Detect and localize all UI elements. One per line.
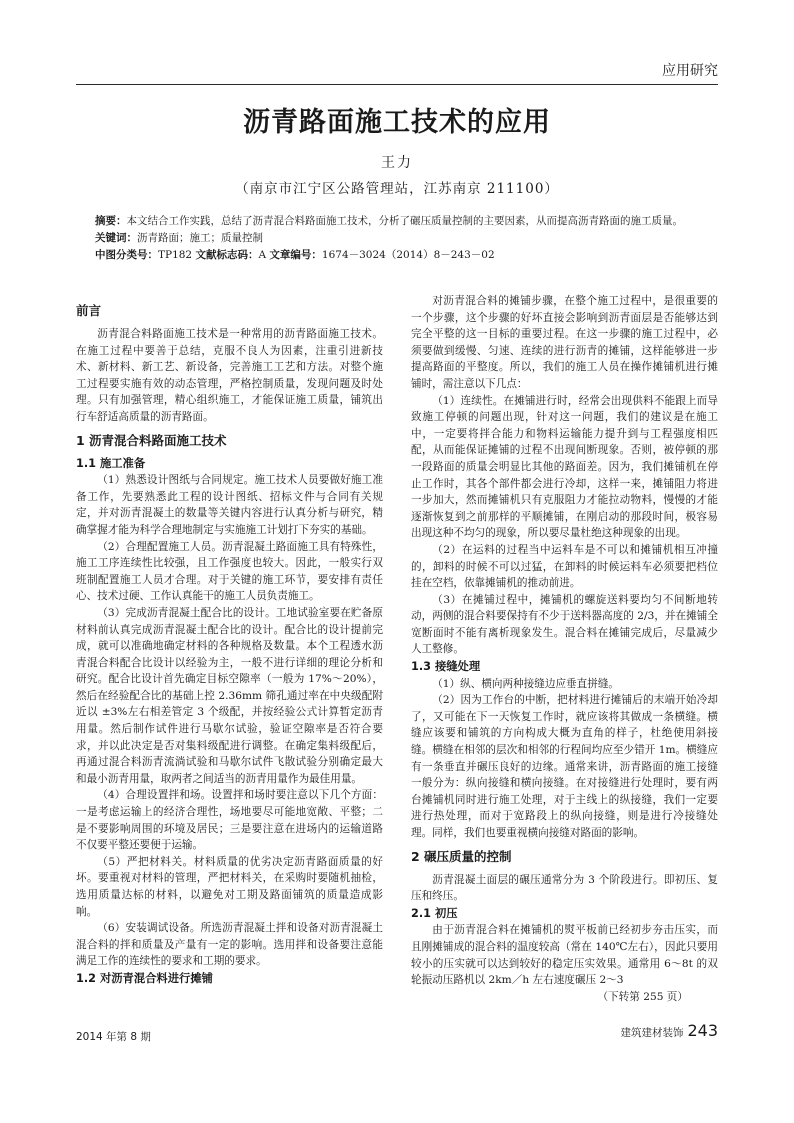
abstract-label: 摘要： [95, 215, 127, 227]
issue-label: 2014 年第 8 期 [76, 1031, 151, 1043]
paragraph: 沥青混凝土面层的碾压通常分为 3 个阶段进行。即初压、复压和终压。 [411, 873, 718, 903]
keywords-text: 沥青路面；施工；质量控制 [137, 232, 263, 244]
abstract-text: 本文结合工作实践，总结了沥青混合料路面施工技术，分析了碾压质量控制的主要因素，从而提高沥青路面的施工质量。 [126, 215, 683, 227]
article-meta [95, 213, 719, 264]
paragraph: 对沥青混合料的摊铺步骤，在整个施工过程中，是很重要的一个步骤，这个步骤的好坏直接会影响到沥青面层是否能够达到完全平整的这一目标的重要过程。在这一步骤的施工过程中，必须要做到缓慢、匀速、连续的进行沥青的摊铺，这样能够进一步提高路面的平整度。所以，我们的施工人员在操作摊铺机进行摊铺时，需注意以下几点： [411, 295, 718, 390]
classification [95, 247, 719, 264]
journal-name: 建筑建材装饰 [620, 1027, 684, 1039]
journal-footer [620, 1021, 718, 1040]
header-rule [76, 84, 718, 85]
keywords [95, 230, 719, 247]
abstract [95, 213, 719, 230]
section-1-heading: 1 沥青混合料路面施工技术 [76, 432, 227, 448]
foreword-paragraph: 沥青混合料路面施工技术是一种常用的沥青路面施工技术。在施工过程中要善于总结，克服不良人为因素，注重引进新技术、新材料、新工艺、新设备，完善施工工艺和方法。对整个施工过程要实施有效的动态管理，严格控制质量，发现问题及时处理。只有加强管理，精心组织施工，才能保证施工质量，铺筑出行车舒适高质量的沥青路面。 [76, 328, 383, 423]
right-column [411, 293, 718, 1005]
paragraph: （1）纵、横向两种接缝边应垂直拼缝。 [432, 677, 620, 690]
left-column [76, 296, 383, 988]
page-number: 243 [687, 1021, 718, 1040]
paragraph: （4）合理设置拌和场。设置拌和场时要注意以下几个方面：一是考虑运输上的经济合理性，场地要尽可能地宽敞、平整；二是不要影响周围的环境及居民；三是要注意在进场内的运输道路不仅要平整还要便于运输。 [76, 789, 383, 852]
keywords-label: 关键词： [95, 232, 137, 244]
author-name: 王力 [381, 155, 413, 171]
author-affiliation: （南京市江宁区公路管理站，江苏南京 211100） [235, 181, 559, 197]
article-title: 沥青路面施工技术的应用 [243, 107, 551, 138]
section-2-heading: 2 碾压质量的控制 [411, 848, 512, 864]
paragraph: （5）严把材料关。材料质量的优劣决定沥青路面质量的好坏。要重视对材料的管理，严把材料关，在采购时要随机抽检，选用质量达标的材料，以避免对工期及路面铺筑的质量造成影响。 [76, 855, 383, 918]
foreword-heading: 前言 [76, 303, 102, 318]
doc-label: 文献标志码： [195, 249, 259, 261]
paragraph: （2）因为工作台的中断，把材料进行摊铺后的末端开始冷却了，又可能在下一天恢复工作时，就应该将其做成一条横缝。横缝应该要和铺筑的方向构成大概为直角的样子，杜绝使用斜接缝。横缝在相邻的层次和相邻的行程间均应至少错开 1m。横缝应有一条垂直并碾压良好的边缘。通常来讲，沥青路面的施工接缝一般分为：纵向接缝和横向接缝。在对接缝进行处理时，要有两台摊铺机同时进行施工处理，对于主线上的纵接缝，我们一定要进行热处理，而对于宽路段上的纵向接缝，则是进行冷接缝处理。同样，我们也要重视横向接缝对路面的影响。 [411, 694, 718, 839]
section-tag: 应用研究 [662, 63, 718, 79]
paragraph: （2）合理配置施工人员。沥青混凝土路面施工具有特殊性，施工工序连续性比较强，且工作强度也较大。因此，一般实行双班制配置施工人员才合理。对于关键的施工环节，要安排有责任心、技术过硬、工作认真能干的施工人员负责施工。 [76, 540, 383, 603]
paragraph: （2）在运料的过程当中运料车是不可以和摊铺机相互冲撞的，卸料的时候不可以过猛，在卸料的时候运料车必须要把档位挂在空档，依靠摊铺机的推动前进。 [411, 543, 718, 590]
paragraph: （3）在摊铺过程中，摊铺机的螺旋送料要均匀不间断地转动，两侧的混合料要保持有不少于送料器高度的 2/3，并在摊铺全宽断面时不能有离析现象发生。混合料在摊铺完成后，尽量减少人工整修。 [411, 593, 718, 656]
article-value: 1674－3024（2014）8－243－02 [321, 249, 495, 261]
section-1-1-heading: 1.1 施工准备 [76, 456, 146, 470]
doc-value: A [258, 249, 267, 261]
section-2-1-heading: 2.1 初压 [411, 906, 458, 920]
continued-note: （下转第 255 页） [597, 990, 688, 1003]
paragraph: （3）完成沥青混凝土配合比的设计。工地试验室要在贮备原材料前认真完成沥青混凝土配合比的设计。配合比的设计提前完成，就可以准确地确定材料的各种规格及数量。本个工程透水沥青混合料配合比设计以经验为主，一般不进行详细的理论分析和研究。配合比设计首先确定目标空隙率（一般为 17%～20%），然后在经验配合比的基础上控 2.36mm 筛孔通过率在中央级配附近以 ±3%左右相差管定 3 个级配，并按经验公式计算暂定沥青用量。然后制作试件进行马歇尔试验，验证空隙率是否符合要求，并以此决定是否对集料级配进行调整。在确定集料级配后，再通过混合料沥青流淌试验和马歇尔试件飞散试验分别确定最大和最小沥青用量，取两者之间适当的沥青用量作为最佳用量。 [76, 606, 383, 785]
paragraph: （6）安装调试设备。所选沥青混凝土拌和设备对沥青混凝土混合料的拌和质量及产量有一定的影响。选用拌和设备要注意能满足工作的连续性的要求和工期的要求。 [76, 922, 383, 968]
article-label: 文章编号： [269, 249, 322, 261]
paragraph: （1）熟悉设计图纸与合同规定。施工技术人员要做好施工准备工作，先要熟悉此工程的设计图纸、招标文件与合同有关规定，并对沥青混凝土的数量等关键内容进行认真分析与研究，精确掌握才能为科学合理地制定与实施施工计划打下夯实的基础。 [76, 474, 383, 536]
section-1-2-heading: 1.2 对沥青混合料进行摊铺 [76, 971, 213, 985]
clc-value: TP182 [158, 249, 193, 261]
section-1-3-heading: 1.3 接缝处理 [411, 660, 481, 674]
clc-label: 中图分类号： [95, 249, 158, 261]
paragraph: （1）连续性。在摊铺进行时，经常会出现供料不能跟上而导致施工停顿的问题出现，针对这一问题，我们的建议是在施工中，一定要将拌合能力和物料运输能力提升到与工程强度相匹配，从而能保证摊铺的过程不出现间断现象。否则，被停顿的那一段路面的质量会明显比其他的路面差。因为，我们摊铺机在停止工作时，其各个部件都会进行冷却，这样一来，摊铺阻力将进一步加大，然而摊铺机只有克服阻力才能拉动物料，慢慢的才能逐渐恢复到之前那样的平顺摊铺，在刚启动的那段时间，极容易出现这种不均匀的现象，所以要尽量杜绝这种现象的出现。 [411, 394, 718, 540]
paragraph: 由于沥青混合料在摊铺机的熨平板前已经初步夯击压实，而且刚摊铺成的混合料的温度较高（常在 140℃左右），因此只要用较小的压实就可以达到较好的稳定压实效果。通常用 6～8t 的双轮振动压路机以 2km／h 左右速度碾压 2～3 [411, 924, 718, 987]
